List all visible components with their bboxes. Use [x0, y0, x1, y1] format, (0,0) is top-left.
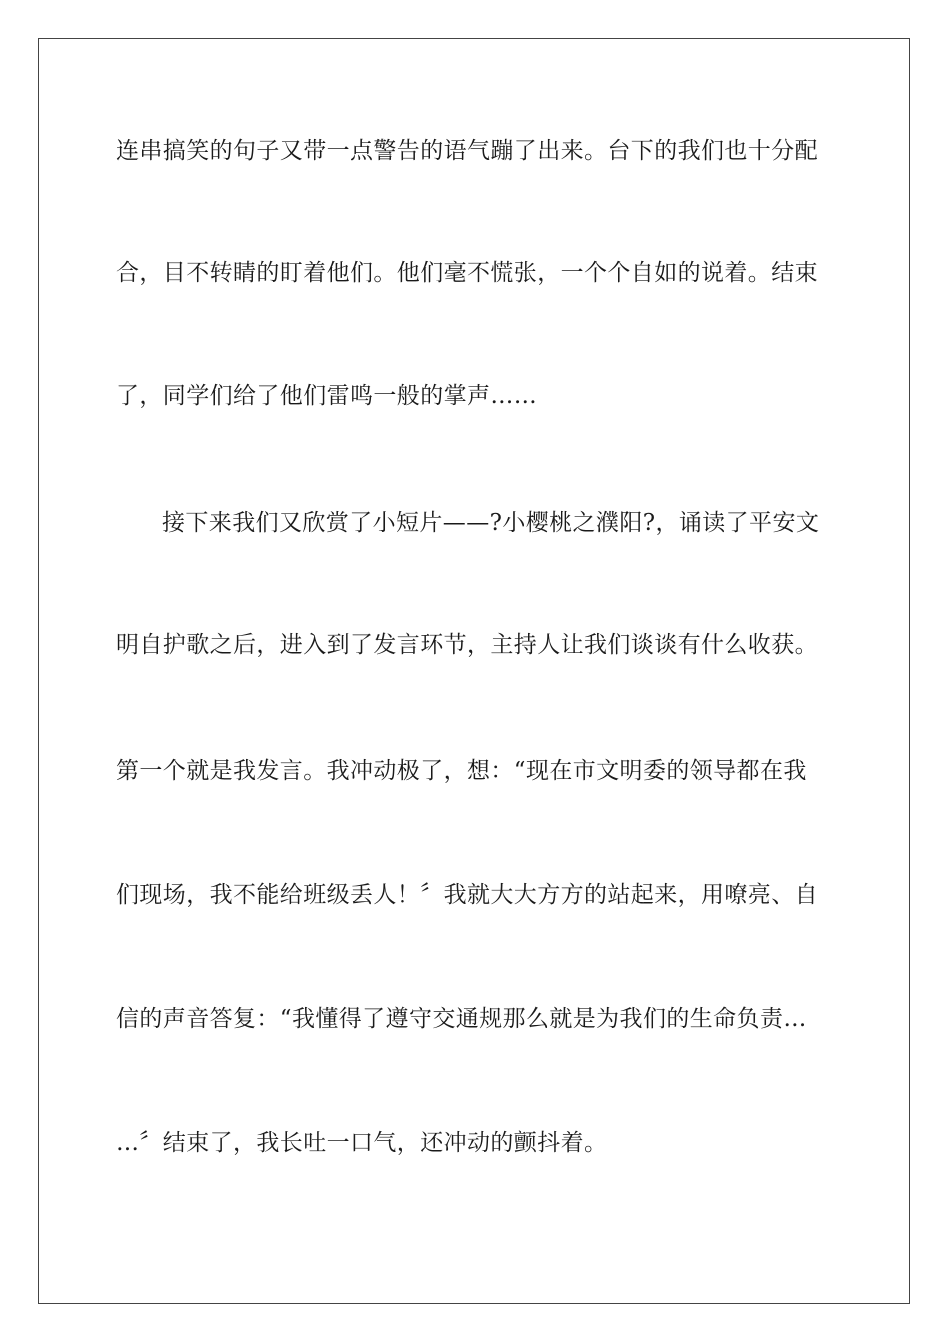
paragraph-first-line: 接下来我们又欣赏了小短片——?小樱桃之濮阳?，诵读了平安文 — [162, 510, 820, 536]
text-line: 们现场，我不能给班级丢人！〞我就大大方方的站起来，用嘹亮、自 — [116, 882, 818, 908]
text-line: 连串搞笑的句子又带一点警告的语气蹦了出来。台下的我们也十分配 — [116, 138, 818, 164]
text-line: 了，同学们给了他们雷鸣一般的掌声…… — [116, 383, 538, 409]
text-line: …〞结束了，我长吐一口气，还冲动的颤抖着。 — [116, 1130, 608, 1156]
text-line: 合，目不转睛的盯着他们。他们毫不慌张，一个个自如的说着。结束 — [116, 260, 818, 286]
page-border — [38, 38, 910, 1304]
text-line: 明自护歌之后，进入到了发言环节，主持人让我们谈谈有什么收获。 — [116, 632, 818, 658]
text-line: 第一个就是我发言。我冲动极了，想：“现在市文明委的领导都在我 — [116, 758, 807, 784]
text-line: 信的声音答复：“我懂得了遵守交通规那么就是为我们的生命负责… — [116, 1006, 807, 1032]
